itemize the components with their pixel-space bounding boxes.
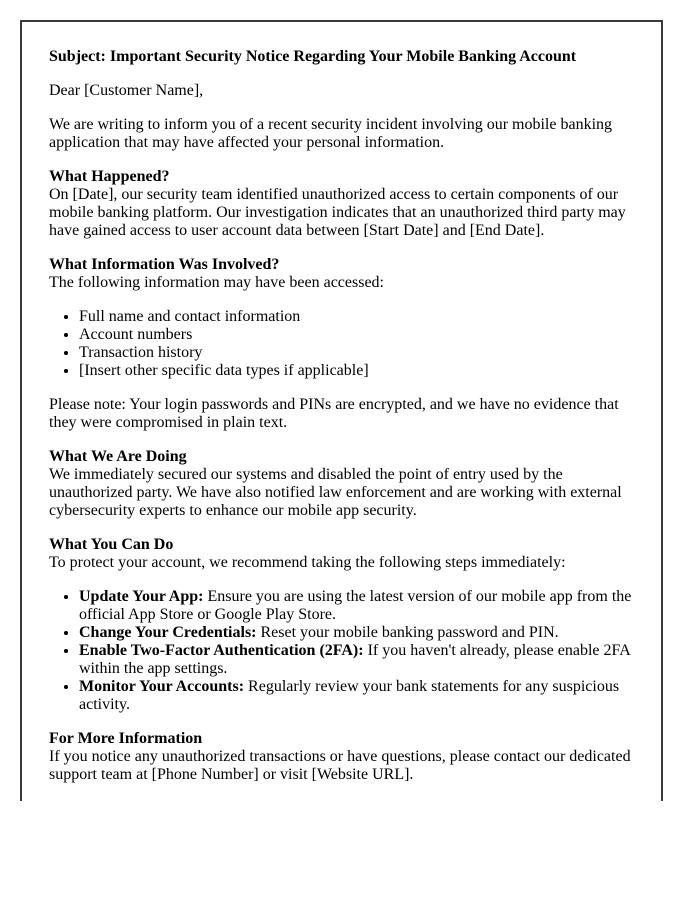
list-item: • [Insert other specific data types if applicable] [79,362,634,380]
step-text: If you haven't already, please enable 2FA within the app settings. [79,642,630,677]
list-item: • Account numbers [79,326,634,344]
step-label: Update Your App: [79,588,204,605]
list-item [79,588,634,624]
list-item [79,624,634,642]
step-text: Reset your mobile banking password and PIN. [256,624,559,641]
step-text: Ensure you are using the latest version of our mobile app from the official App Store or Google Play Store. [79,588,632,623]
what-happened-body: On [Date], our security team identified unauthorized access to certain components of our mobile banking platform. Our investigation indicates that an unauthorized third party may have gained access to user account data between [Start Date] and [End Date]. [49,186,626,239]
step-label: Change Your Credentials: [79,624,257,641]
list-item: • Transaction history [79,344,634,362]
recommended-steps-list [49,588,634,714]
list-item [79,678,634,714]
security-notice-letter [20,20,663,801]
step-text: Regularly review your bank statements for any suspicious activity. [79,678,620,713]
list-item: • Full name and contact information [79,308,634,326]
step-label: Monitor Your Accounts: [79,678,245,695]
subject-line: Subject: Important Security Notice Regarding Your Mobile Banking Account [49,48,577,65]
intro-paragraph: We are writing to inform you of a recent security incident involving our mobile banking application that may have affected your personal information. [49,116,613,151]
for-more-information-heading: For More Information [49,730,203,747]
step-label: Enable Two-Factor Authentication (2FA): [79,642,364,659]
greeting: Dear [Customer Name], [49,82,204,99]
section-what-you-can-do [49,536,634,714]
what-you-can-do-heading: What You Can Do [49,536,174,553]
what-information-lead: The following information may have been accessed: [49,274,384,291]
encryption-note: Please note: Your login passwords and PINs are encrypted, and we have no evidence that they were compromised in plain text. [49,396,619,431]
list-item [79,642,634,678]
section-what-we-are-doing [49,448,634,520]
what-we-are-doing-body: We immediately secured our systems and disabled the point of entry used by the unauthorized party. We have also notified law enforcement and are working with external cybersecurity experts to enhance our mobile app security. [49,466,622,519]
section-what-information [49,256,634,432]
what-happened-heading: What Happened? [49,168,170,185]
what-we-are-doing-heading: What We Are Doing [49,448,187,465]
what-you-can-do-lead: To protect your account, we recommend taking the following steps immediately: [49,554,566,571]
accessed-data-list [49,308,634,380]
section-for-more-information [49,730,634,784]
what-information-heading: What Information Was Involved? [49,256,280,273]
section-what-happened [49,168,634,240]
for-more-information-body: If you notice any unauthorized transactions or have questions, please contact our dedicated support team at [Phone Number] or visit [Website URL]. [49,748,631,783]
